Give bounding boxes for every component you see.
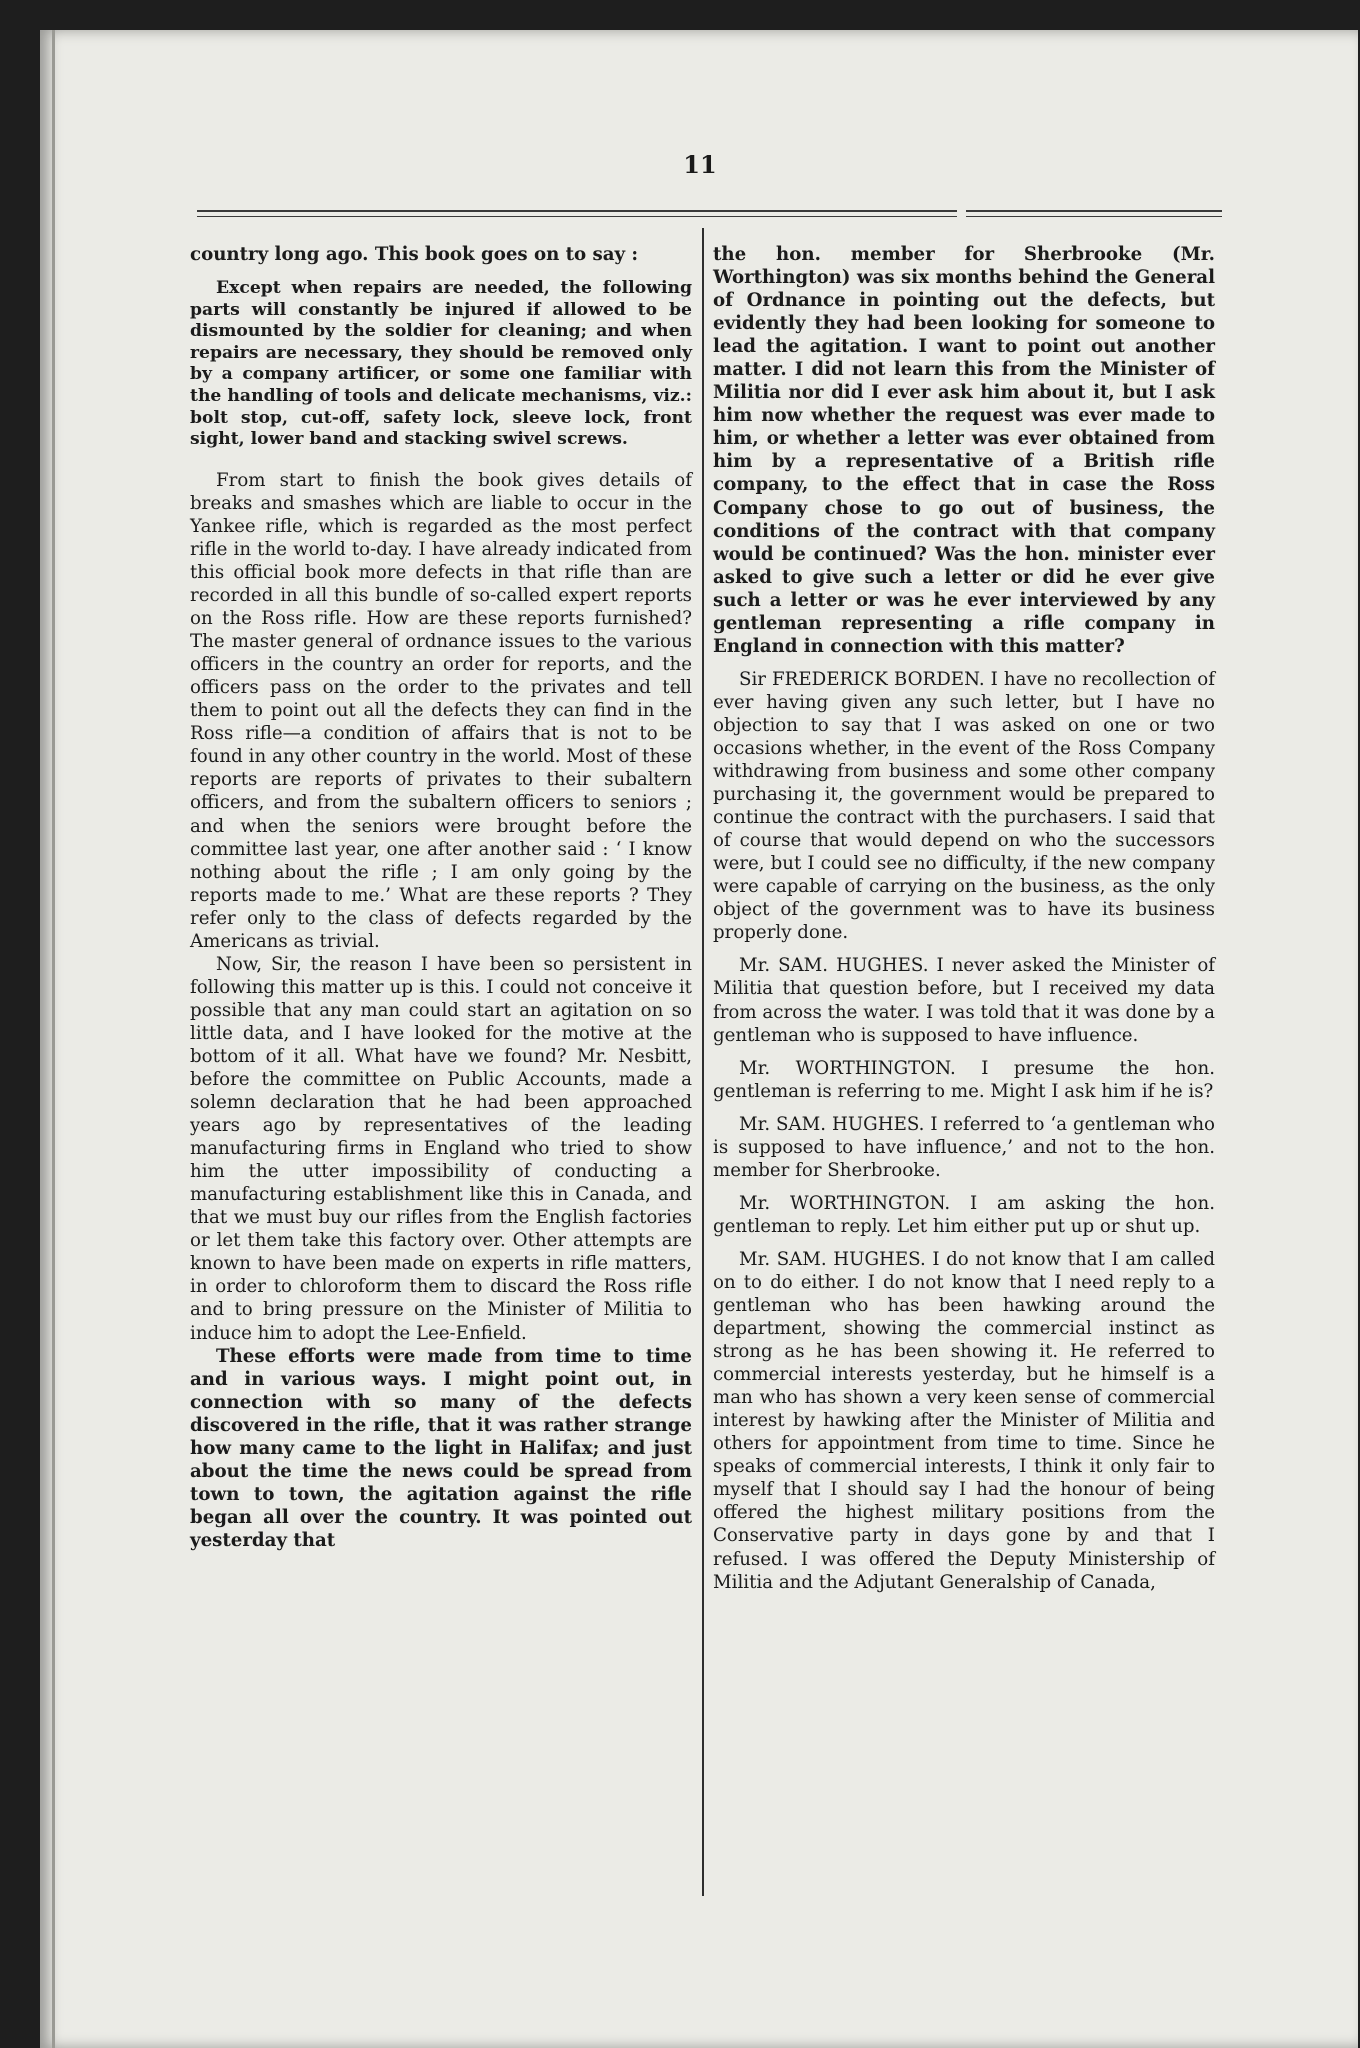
right-column (713, 243, 1215, 1594)
left-paragraph-3: Now, Sir, the reason I have been so persistent in following this matter up is this. I could not conceive it possible that any man could start an agitation on so little data, and I have looked for the motive at the bottom of it all. What have we found? Mr. Nesbitt, before the committee on Public Accounts, made a solemn declaration that he had been approached years ago by representatives of the leading manufacturing firms in England who tried to show him the utter impossibility of conducting a manufacturing establishment like this in Canada, and that we must buy our rifles from the English factories or let them take this factory over. Other attempts are known to have been made on experts in rifle matters, in order to chloroform them to discard the Ross rifle and to bring pressure on the Minister of Militia to induce him to adopt the Lee-Enfield. (190, 953, 692, 1344)
right-paragraph-3: Mr. SAM. HUGHES. I never asked the Minister of Militia that question before, but I received my data from across the water. I was told that it was done by a gentleman who is supposed to have influence. (713, 955, 1215, 1046)
column-divider (702, 228, 704, 1896)
left-column (190, 243, 692, 1552)
right-paragraph-6: Mr. WORTHINGTON. I am asking the hon. gentleman to reply. Let him either put up or shut up. (713, 1192, 1215, 1237)
right-paragraph-4: Mr. WORTHINGTON. I presume the hon. gentleman is referring to me. Might I ask him if he is? (713, 1057, 1215, 1102)
right-paragraph-1: the hon. member for Sherbrooke (Mr. Worthington) was six months behind the General of Ordnance in pointing out the defects, but evidently they had been looking for someone to lead the agitation. I want to point out another matter. I did not learn this from the Minister of Militia nor did I ever ask him about it, but I ask him now whether the request was ever made to him, or whether a letter was ever obtained from him by a representative of a British rifle company, to the effect that in case the Ross Company chose to go out of business, the conditions of the contract with that company would be continued? Was the hon. minister ever asked to give such a letter or did he ever give such a letter or was he ever interviewed by any gentleman representing a rifle company in England in connection with this matter? (713, 244, 1215, 657)
left-paragraph-2: From start to finish the book gives details of breaks and smashes which are liable to occur in the Yankee rifle, which is regarded as the most perfect rifle in the world to-day. I have already indicated from this official book more defects in that rifle than are recorded in all this bundle of so-called expert reports on the Ross rifle. How are these reports furnished? The master general of ordnance issues to the various officers in the country an order for reports, and the officers pass on the order to the privates and tell them to point out all the defects they can find in the Ross rifle—a condition of affairs that is not to be found in any other country in the world. Most of these reports are reports of privates to their subaltern officers, and from the subaltern officers to seniors ; and when the seniors were brought before the committee last year, one after another said : ‘ I know nothing about the rifle ; I am only going by the reports made to me.’ What are these reports ? They refer only to the class of defects regarded by the Americans as trivial. (190, 469, 692, 952)
header-rule-left-thin (197, 216, 957, 217)
right-paragraph-7: Mr. SAM. HUGHES. I do not know that I am called on to do either. I do not know that I need reply to a gentleman who has been hawking around the department, showing the commercial instinct as strong as he has been showing it. He referred to commercial interests yesterday, but he himself is a man who has shown a very keen sense of commercial interest by hawking after the Minister of Militia and others for appointment from time to time. Since he speaks of commercial interests, I think it only fair to myself that I should say I had the honour of being offered the highest military positions from the Conservative party in days gone by and that I refused. I was offered the Deputy Ministership of Militia and the Adjutant Generalship of Canada, (713, 1248, 1215, 1593)
left-paragraph-4: These efforts were made from time to time and in various ways. I might point out, in connection with so many of the defects discovered in the rifle, that it was rather strange how many came to the light in Halifax; and just about the time the news could be spread from town to town, the agitation against the rifle began all over the country. It was pointed out yesterday that (190, 1345, 692, 1551)
header-rule-left (197, 210, 957, 212)
binding-edge (52, 30, 55, 2048)
left-quote: Except when repairs are needed, the following parts will constantly be injured if allowed to be dismounted by the soldier for cleaning; and when repairs are necessary, they should be removed only by a company artificer, or some one familiar with the handling of tools and delicate mechanisms, viz.: bolt stop, cut-off, safety lock, sleeve lock, front sight, lower band and stacking swivel screws. (190, 278, 692, 450)
header-rule-right-thin (966, 216, 1222, 217)
right-paragraph-5: Mr. SAM. HUGHES. I referred to ‘a gentleman who is supposed to have influence,’ and not to the hon. member for Sherbrooke. (713, 1113, 1215, 1181)
page-number: 11 (683, 150, 717, 179)
header-rule-right (966, 210, 1222, 212)
left-paragraph-1: country long ago. This book goes on to say : (190, 244, 639, 265)
right-paragraph-2: Sir FREDERICK BORDEN. I have no recollection of ever having given any such letter, but I have no objection to say that I was asked on one or two occasions whether, in the event of the Ross Company withdrawing from business and some other company purchasing it, the government would be prepared to continue the contract with the purchasers. I said that of course that would depend on who the successors were, but I could see no difficulty, if the new company were capable of carrying on the business, as the only object of the government was to have its business properly done. (713, 668, 1215, 944)
